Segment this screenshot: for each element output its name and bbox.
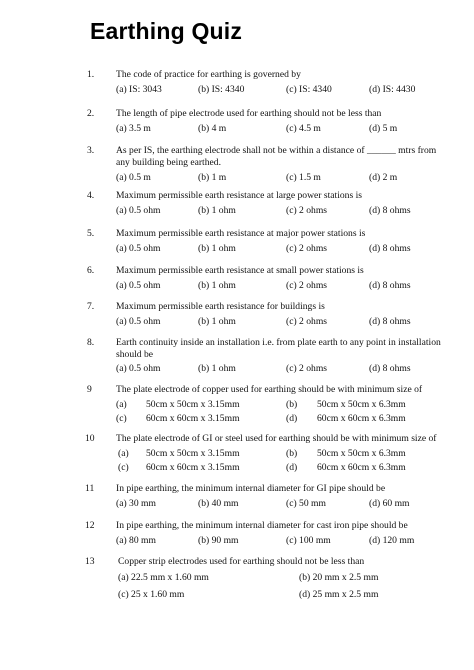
option-d: (d) 8 ohms bbox=[369, 316, 411, 327]
question-number: 4. bbox=[87, 190, 95, 201]
option-label: (c) bbox=[118, 462, 129, 473]
option-label: (a) bbox=[116, 399, 127, 410]
option-c: (c) 100 mm bbox=[286, 535, 331, 546]
option-c: (c) 25 x 1.60 mm bbox=[118, 589, 185, 600]
question-number: 13 bbox=[85, 556, 95, 567]
option-d: (d) 8 ohms bbox=[369, 243, 411, 254]
option-b: (b) 20 mm x 2.5 mm bbox=[299, 572, 379, 583]
question-number: 1. bbox=[87, 69, 95, 80]
option-value: 60cm x 60cm x 6.3mm bbox=[317, 462, 406, 473]
option-d: (d) 5 m bbox=[369, 123, 398, 134]
option-d: (d) 120 mm bbox=[369, 535, 415, 546]
option-label: (c) bbox=[116, 413, 127, 424]
option-label: (d) bbox=[286, 462, 298, 473]
option-b: (b) 1 ohm bbox=[198, 316, 236, 327]
option-b: (b) 90 mm bbox=[198, 535, 239, 546]
option-b: (b) 1 ohm bbox=[198, 205, 236, 216]
question-text: The length of pipe electrode used for earthing should not be less than bbox=[116, 108, 382, 119]
option-a: (a) 22.5 mm x 1.60 mm bbox=[118, 572, 209, 583]
option-d: (d) 8 ohms bbox=[369, 280, 411, 291]
option-c: (c) 2 ohms bbox=[286, 316, 328, 327]
option-d: (d) IS: 4430 bbox=[369, 84, 416, 95]
option-a: (a) 0.5 ohm bbox=[116, 243, 161, 254]
option-value: 60cm x 60cm x 3.15mm bbox=[146, 462, 240, 473]
option-a: (a) 0.5 ohm bbox=[116, 280, 161, 291]
option-c: (c) 2 ohms bbox=[286, 363, 328, 374]
option-value: 50cm x 50cm x 6.3mm bbox=[317, 448, 406, 459]
option-b: (b) 1 ohm bbox=[198, 280, 236, 291]
option-a: (a) IS: 3043 bbox=[116, 84, 162, 95]
option-c: (c) IS: 4340 bbox=[286, 84, 332, 95]
question-number: 11 bbox=[85, 483, 95, 494]
option-a: (a) 30 mm bbox=[116, 498, 156, 509]
option-label: (b) bbox=[286, 399, 298, 410]
option-label: (a) bbox=[118, 448, 129, 459]
question-text: Copper strip electrodes used for earthing should not be less than bbox=[118, 556, 365, 567]
option-b: (b) IS: 4340 bbox=[198, 84, 245, 95]
option-c: (c) 2 ohms bbox=[286, 243, 328, 254]
option-a: (a) 0.5 m bbox=[116, 172, 151, 183]
option-a: (a) 0.5 ohm bbox=[116, 316, 161, 327]
question-text: Earth continuity inside an installation i.e. from plate earth to any point in installation should be bbox=[116, 337, 441, 360]
question-number: 6. bbox=[87, 265, 95, 276]
option-value: 50cm x 50cm x 3.15mm bbox=[146, 448, 240, 459]
option-label: (b) bbox=[286, 448, 298, 459]
question-number: 3. bbox=[87, 145, 95, 156]
question-number: 9 bbox=[87, 384, 92, 395]
option-value: 50cm x 50cm x 6.3mm bbox=[317, 399, 406, 410]
option-label: (d) bbox=[286, 413, 298, 424]
option-b: (b) 1 ohm bbox=[198, 243, 236, 254]
option-b: (b) 40 mm bbox=[198, 498, 239, 509]
option-d: (d) 60 mm bbox=[369, 498, 410, 509]
question-number: 5. bbox=[87, 228, 95, 239]
option-b: (b) 4 m bbox=[198, 123, 227, 134]
question-text: In pipe earthing, the minimum internal diameter for GI pipe should be bbox=[116, 483, 386, 494]
page-title: Earthing Quiz bbox=[90, 18, 243, 44]
option-value: 50cm x 50cm x 3.15mm bbox=[146, 399, 240, 410]
option-c: (c) 2 ohms bbox=[286, 280, 328, 291]
option-d: (d) 25 mm x 2.5 mm bbox=[299, 589, 379, 600]
question-number: 12 bbox=[85, 520, 95, 531]
question-text: Maximum permissible earth resistance for buildings is bbox=[116, 301, 325, 312]
option-value: 60cm x 60cm x 6.3mm bbox=[317, 413, 406, 424]
option-value: 60cm x 60cm x 3.15mm bbox=[146, 413, 240, 424]
option-a: (a) 80 mm bbox=[116, 535, 156, 546]
option-d: (d) 8 ohms bbox=[369, 363, 411, 374]
option-b: (b) 1 ohm bbox=[198, 363, 236, 374]
question-text: The code of practice for earthing is governed by bbox=[116, 69, 301, 80]
option-a: (a) 0.5 ohm bbox=[116, 363, 161, 374]
question-text: The plate electrode of GI or steel used for earthing should be with minimum size of bbox=[116, 433, 437, 444]
question-number: 7. bbox=[87, 301, 95, 312]
option-c: (c) 4.5 m bbox=[286, 123, 321, 134]
option-b: (b) 1 m bbox=[198, 172, 227, 183]
option-d: (d) 8 ohms bbox=[369, 205, 411, 216]
question-text: In pipe earthing, the minimum internal diameter for cast iron pipe should be bbox=[116, 520, 408, 531]
option-a: (a) 0.5 ohm bbox=[116, 205, 161, 216]
option-c: (c) 1.5 m bbox=[286, 172, 321, 183]
question-number: 8. bbox=[87, 337, 95, 348]
option-d: (d) 2 m bbox=[369, 172, 398, 183]
option-c: (c) 2 ohms bbox=[286, 205, 328, 216]
question-number: 10 bbox=[85, 433, 95, 444]
question-text: The plate electrode of copper used for earthing should be with minimum size of bbox=[116, 384, 423, 395]
question-text: Maximum permissible earth resistance at major power stations is bbox=[116, 228, 366, 239]
question-text: Maximum permissible earth resistance at small power stations is bbox=[116, 265, 364, 276]
question-text: As per IS, the earthing electrode shall not be within a distance of ______ mtrs from any building being earthed. bbox=[116, 145, 437, 168]
question-number: 2. bbox=[87, 108, 95, 119]
question-text: Maximum permissible earth resistance at large power stations is bbox=[116, 190, 362, 201]
option-c: (c) 50 mm bbox=[286, 498, 326, 509]
option-a: (a) 3.5 m bbox=[116, 123, 151, 134]
